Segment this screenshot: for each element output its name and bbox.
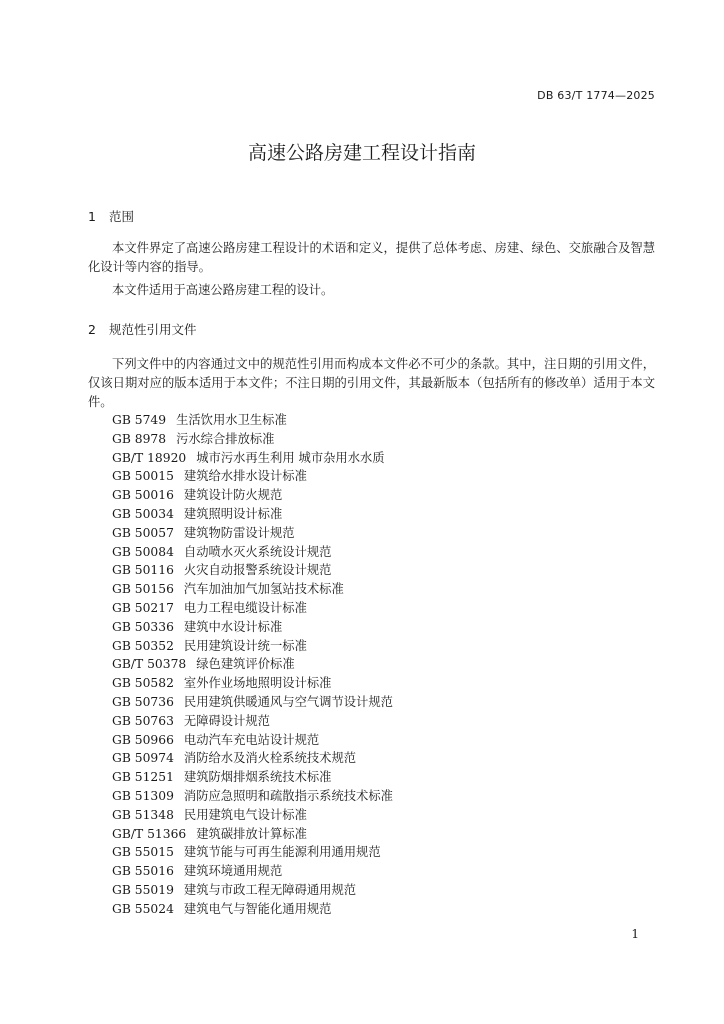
reference-code: GB/T 51366 — [112, 826, 187, 841]
reference-code: GB 50763 — [112, 713, 174, 728]
paragraph: 本文件界定了高速公路房建工程设计的术语和定义，提供了总体考虑、房建、绿色、交旅融合及智慧化设计等内容的指导。 — [88, 241, 655, 274]
reference-item — [112, 430, 393, 449]
paragraph: 本文件适用于高速公路房建工程的设计。 — [112, 283, 334, 297]
reference-item — [112, 449, 393, 468]
reference-title: 消防给水及消火栓系统技术规范 — [183, 751, 357, 766]
reference-code: GB 50016 — [112, 488, 174, 503]
reference-code: GB 5749 — [112, 413, 167, 427]
reference-code: GB 50015 — [112, 469, 174, 484]
reference-item — [112, 599, 393, 618]
section-number: 2 — [88, 322, 96, 337]
reference-code: GB 8978 — [112, 431, 167, 446]
reference-code: GB 55024 — [112, 901, 174, 916]
reference-item — [112, 712, 393, 731]
reference-item — [112, 881, 393, 900]
reference-item — [112, 787, 393, 806]
reference-item — [112, 411, 393, 430]
reference-code: GB 55019 — [112, 882, 174, 897]
page-number: 1 — [631, 927, 639, 941]
reference-title: 建筑环境通用规范 — [183, 864, 283, 879]
reference-title: 建筑物防雷设计规范 — [183, 525, 295, 540]
reference-title: 建筑给水排水设计标准 — [183, 469, 307, 484]
reference-title: 室外作业场地照明设计标准 — [183, 676, 332, 691]
reference-code: GB 50352 — [112, 638, 174, 653]
reference-item — [112, 900, 393, 919]
reference-code: GB 50966 — [112, 732, 174, 747]
reference-code: GB/T 18920 — [112, 450, 187, 465]
reference-item — [112, 618, 393, 637]
section-heading-references — [88, 320, 197, 338]
reference-title: 建筑设计防火规范 — [183, 488, 283, 503]
reference-title: 城市污水再生利用 城市杂用水水质 — [196, 450, 385, 465]
reference-code: GB 51309 — [112, 788, 174, 803]
reference-code: GB 55016 — [112, 864, 174, 879]
reference-title: 电力工程电缆设计标准 — [183, 600, 307, 615]
reference-code: GB/T 50378 — [112, 657, 187, 672]
reference-item — [112, 693, 393, 712]
reference-code: GB 55015 — [112, 845, 174, 860]
reference-title: 建筑电气与智能化通用规范 — [183, 901, 332, 916]
reference-title: 建筑节能与可再生能源利用通用规范 — [183, 845, 381, 860]
reference-item — [112, 524, 393, 543]
reference-title: 消防应急照明和疏散指示系统技术标准 — [183, 788, 393, 803]
reference-title: 污水综合排放标准 — [176, 431, 275, 446]
reference-code: GB 50974 — [112, 751, 174, 766]
reference-item — [112, 655, 393, 674]
reference-code: GB 50217 — [112, 600, 174, 615]
reference-item — [112, 862, 393, 881]
document-title: 高速公路房建工程设计指南 — [247, 142, 476, 164]
reference-code: GB 50084 — [112, 544, 174, 559]
reference-list — [112, 411, 393, 919]
reference-item — [112, 637, 393, 656]
reference-item — [112, 543, 393, 562]
reference-title: 建筑防烟排烟系统技术标准 — [183, 770, 332, 785]
section-title: 规范性引用文件 — [108, 322, 197, 337]
reference-code: GB 50736 — [112, 694, 174, 709]
reference-title: 建筑照明设计标准 — [183, 506, 283, 521]
reference-title: 汽车加油加气加氢站技术标准 — [183, 582, 344, 597]
reference-title: 电动汽车充电站设计规范 — [183, 732, 320, 747]
reference-title: 无障碍设计规范 — [183, 713, 270, 728]
reference-code: GB 50336 — [112, 619, 174, 634]
reference-item — [112, 580, 393, 599]
reference-title: 火灾自动报警系统设计规范 — [183, 563, 332, 578]
reference-item — [112, 843, 393, 862]
document-code: DB 63/T 1774—2025 — [537, 89, 655, 102]
reference-title: 绿色建筑评价标准 — [196, 657, 295, 672]
reference-item — [112, 731, 393, 750]
reference-code: GB 50057 — [112, 525, 174, 540]
reference-code: GB 50034 — [112, 506, 174, 521]
reference-item — [112, 505, 393, 524]
paragraph: 下列文件中的内容通过文中的规范性引用而构成本文件必不可少的条款。其中，注日期的引用文件，仅该日期对应的版本适用于本文件；不注日期的引用文件，其最新版本（包括所有的修改单）适用于本文件。 — [88, 357, 655, 409]
reference-code: GB 50116 — [112, 563, 174, 578]
reference-code: GB 51251 — [112, 770, 174, 785]
reference-item — [112, 467, 393, 486]
reference-title: 建筑与市政工程无障碍通用规范 — [183, 882, 357, 897]
reference-code: GB 50156 — [112, 582, 174, 597]
reference-title: 建筑中水设计标准 — [183, 619, 283, 634]
reference-item — [112, 561, 393, 580]
reference-item — [112, 768, 393, 787]
reference-item — [112, 749, 393, 768]
reference-item — [112, 825, 393, 844]
reference-title: 建筑碳排放计算标准 — [196, 826, 307, 841]
reference-code: GB 51348 — [112, 807, 174, 822]
reference-title: 自动喷水灭火系统设计规范 — [183, 544, 332, 559]
reference-item — [112, 674, 393, 693]
section-heading-scope — [88, 207, 134, 225]
reference-title: 民用建筑电气设计标准 — [183, 807, 307, 822]
reference-item — [112, 486, 393, 505]
reference-item — [112, 806, 393, 825]
reference-title: 民用建筑设计统一标准 — [183, 638, 307, 653]
section-number: 1 — [88, 209, 96, 224]
reference-title: 民用建筑供暖通风与空气调节设计规范 — [183, 694, 393, 709]
reference-code: GB 50582 — [112, 676, 174, 691]
reference-title: 生活饮用水卫生标准 — [176, 413, 287, 427]
section-title: 范围 — [108, 209, 134, 224]
